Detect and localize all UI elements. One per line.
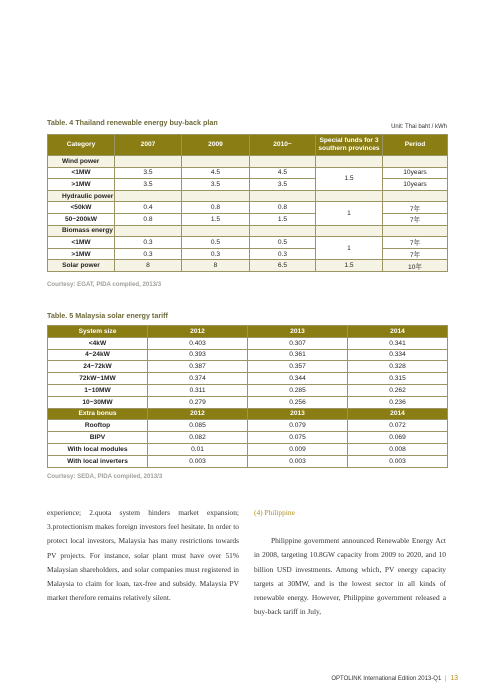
cell: 3.5	[115, 167, 182, 179]
cell: 0.311	[148, 384, 248, 396]
column-header: 2007	[115, 135, 182, 156]
row-label: 50~200kW	[48, 213, 115, 225]
cell: 0.003	[148, 455, 248, 467]
table-row	[48, 432, 448, 444]
cell: 0.082	[148, 432, 248, 444]
row-label: <1MW	[48, 167, 115, 179]
column-header: 2013	[248, 408, 348, 420]
cell: 0.374	[148, 373, 248, 385]
row-label: With local inverters	[48, 455, 148, 467]
row-label: BIPV	[48, 432, 148, 444]
table4-unit: Unit: Thai baht / kWh	[391, 124, 447, 130]
cell: 0.344	[248, 373, 348, 385]
thailand-buyback-table	[47, 134, 448, 272]
cell-special: 1.5	[316, 260, 383, 272]
table-header-row	[48, 326, 448, 338]
cell: 10years	[383, 179, 448, 191]
cell: 0.069	[348, 432, 448, 444]
cell: 4.5	[250, 167, 316, 179]
row-label: Rooftop	[48, 420, 148, 432]
page-number: 13	[450, 675, 458, 682]
cell: 0.361	[248, 349, 348, 361]
table-row	[48, 167, 448, 179]
cell: 0.8	[115, 213, 182, 225]
cell: 0.357	[248, 361, 348, 373]
cell: 0.003	[348, 455, 448, 467]
table-row	[48, 420, 448, 432]
cell: 0.009	[248, 443, 348, 455]
row-label: Solar power	[48, 260, 115, 272]
cell: 0.393	[148, 349, 248, 361]
cell: 0.256	[248, 396, 348, 408]
column-header: Extra bonus	[48, 408, 148, 420]
cell: 8	[115, 260, 182, 272]
page-footer	[331, 675, 458, 682]
cell: 6.5	[250, 260, 316, 272]
table-row	[48, 260, 448, 272]
body-paragraph: Philippine government announced Renewable Energy Act in 2008, targeting 10.8GW capacity from 2009 to 2020, and 10 billion USD investments. Among which, PV energy capacity targets at 30MW, and is the lowest sector in all kinds of renewable energy. However, Philippine government released a buy-back tariff in July,	[254, 536, 446, 617]
column-header: Category	[48, 135, 115, 156]
cell: 7年	[383, 213, 448, 225]
cell-special: 1	[316, 237, 383, 260]
table-row	[48, 337, 448, 349]
table-group-row	[48, 225, 448, 237]
table5-caption: Table. 5 Malaysia solar energy tariff	[47, 311, 168, 320]
cell: 3.5	[250, 179, 316, 191]
cell: 0.075	[248, 432, 348, 444]
row-label: 24~72kW	[48, 361, 148, 373]
body-column-right	[254, 506, 446, 619]
table-row	[48, 213, 448, 225]
table-row	[48, 248, 448, 260]
table-row	[48, 349, 448, 361]
cell: 3.5	[115, 179, 182, 191]
group-label: Biomass energy	[48, 225, 115, 237]
table-row	[48, 455, 448, 467]
table-row	[48, 361, 448, 373]
cell: 0.3	[115, 237, 182, 249]
column-header: 2013	[248, 326, 348, 338]
column-header: 2014	[348, 408, 448, 420]
cell: 4.5	[182, 167, 250, 179]
cell: 0.01	[148, 443, 248, 455]
table-row	[48, 237, 448, 249]
table-row	[48, 202, 448, 214]
cell: 0.4	[115, 202, 182, 214]
column-header: Special funds for 3 southern provinces	[316, 135, 383, 156]
cell: 0.5	[250, 237, 316, 249]
cell: 0.8	[250, 202, 316, 214]
cell: 0.072	[348, 420, 448, 432]
column-header: System size	[48, 326, 148, 338]
body-paragraph: experience; 2.quota system hinders market expansion; 3.protectionism makes foreign investors feel hesitate. In order to protect local investors, Malaysia has many restrictions towards PV projects. For instance, solar plant must have over 51% Malaysian shareholders, and solar companies must registered in Malaysia to claim for loan, tax-free and subsidy. Malaysia PV market therefore remains relatively silent.	[47, 508, 239, 603]
cell: 0.403	[148, 337, 248, 349]
table-group-row	[48, 190, 448, 202]
cell-special: 1	[316, 202, 383, 225]
cell: 1.5	[250, 213, 316, 225]
table-row	[48, 179, 448, 191]
cell: 10年	[383, 260, 448, 272]
column-header: 2009	[182, 135, 250, 156]
cell: 7年	[383, 248, 448, 260]
cell: 3.5	[182, 179, 250, 191]
cell-special: 1.5	[316, 167, 383, 190]
table-row	[48, 384, 448, 396]
row-label: >1MW	[48, 179, 115, 191]
cell: 7年	[383, 202, 448, 214]
table5-courtesy: Courtesy: SEDA, PIDA compiled, 2013/3	[47, 473, 163, 480]
cell: 0.236	[348, 396, 448, 408]
row-label: <4kW	[48, 337, 148, 349]
row-label: 10~30MW	[48, 396, 148, 408]
cell: 10years	[383, 167, 448, 179]
table-row	[48, 373, 448, 385]
row-label: 1~10MW	[48, 384, 148, 396]
table4-courtesy: Courtesy: EGAT, PIDA compiled, 2013/3	[47, 281, 162, 288]
cell: 0.387	[148, 361, 248, 373]
cell: 0.5	[182, 237, 250, 249]
cell: 7年	[383, 237, 448, 249]
cell: 8	[182, 260, 250, 272]
cell: 0.008	[348, 443, 448, 455]
table-row	[48, 443, 448, 455]
cell: 0.079	[248, 420, 348, 432]
table-subheader-row	[48, 408, 448, 420]
edition-label: OPTOLINK International Edition 2013-Q1	[331, 676, 442, 682]
cell: 0.334	[348, 349, 448, 361]
body-column-left	[47, 506, 239, 605]
cell: 0.279	[148, 396, 248, 408]
table-row	[48, 396, 448, 408]
column-header: Period	[383, 135, 448, 156]
cell: 0.262	[348, 384, 448, 396]
cell: 0.307	[248, 337, 348, 349]
cell: 0.003	[248, 455, 348, 467]
cell: 0.315	[348, 373, 448, 385]
footer-separator: |	[444, 676, 447, 682]
table-header-row	[48, 135, 448, 156]
section-heading: (4) Philippine	[254, 508, 295, 517]
column-header: 2014	[348, 326, 448, 338]
cell: 0.328	[348, 361, 448, 373]
cell: 1.5	[182, 213, 250, 225]
cell: 0.8	[182, 202, 250, 214]
cell: 0.085	[148, 420, 248, 432]
row-label: <1MW	[48, 237, 115, 249]
cell: 0.3	[250, 248, 316, 260]
row-label: With local modules	[48, 443, 148, 455]
cell: 0.341	[348, 337, 448, 349]
table-group-row	[48, 156, 448, 168]
column-header: 2012	[148, 408, 248, 420]
group-label: Hydraulic power	[48, 190, 115, 202]
row-label: 4~24kW	[48, 349, 148, 361]
cell: 0.3	[182, 248, 250, 260]
row-label: 72kW~1MW	[48, 373, 148, 385]
cell: 0.285	[248, 384, 348, 396]
column-header: 2012	[148, 326, 248, 338]
column-header: 2010~	[250, 135, 316, 156]
cell: 0.3	[115, 248, 182, 260]
table4-caption: Table. 4 Thailand renewable energy buy-back plan	[47, 118, 218, 127]
row-label: >1MW	[48, 248, 115, 260]
malaysia-tariff-table	[47, 325, 448, 468]
group-label: Wind power	[48, 156, 115, 168]
row-label: <50kW	[48, 202, 115, 214]
